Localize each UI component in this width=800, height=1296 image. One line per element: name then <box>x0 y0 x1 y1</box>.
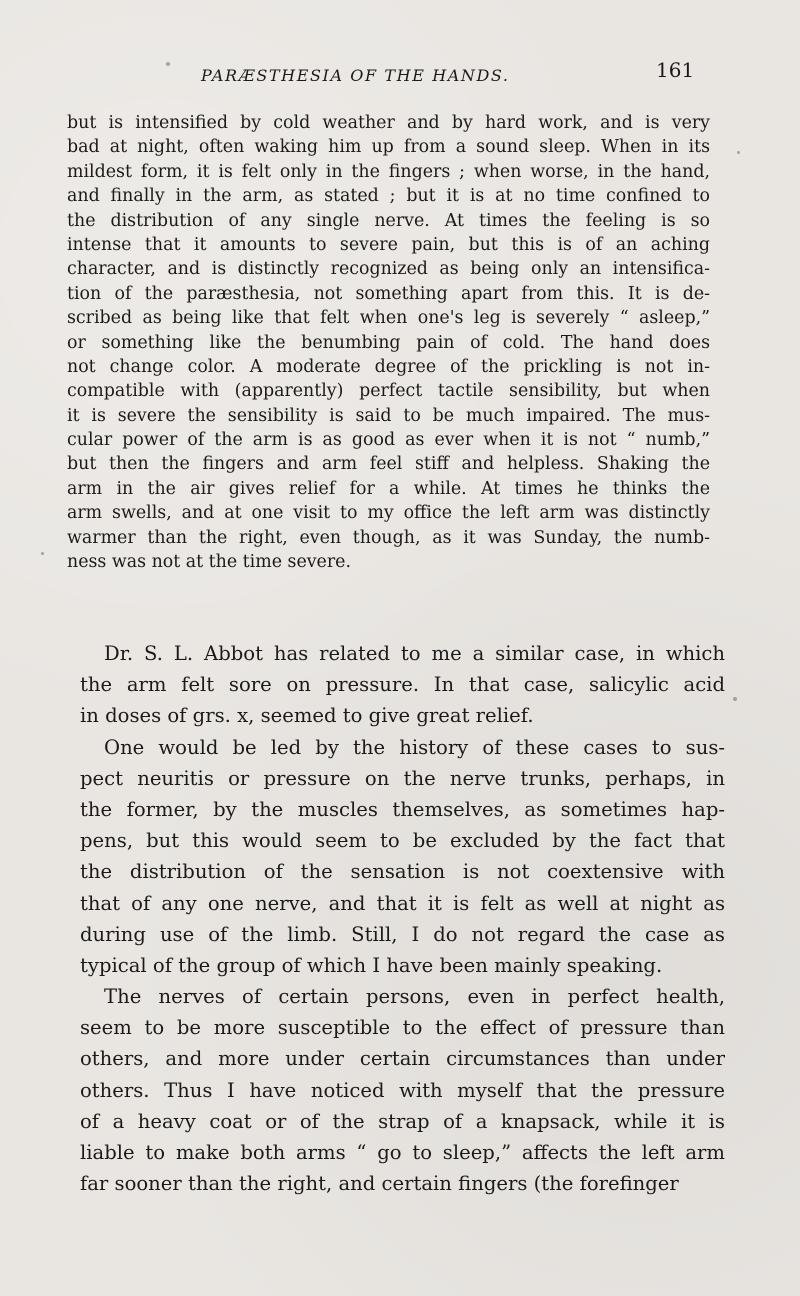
text-line: of a heavy coat or of the strap of a knapsack, while it is <box>80 1109 725 1133</box>
text-line: typical of the group of which I have been mainly speaking. <box>80 953 663 977</box>
ink-speck <box>41 552 44 555</box>
text-line: it is severe the sensibility is said to be much impaired. The mus- <box>67 405 710 426</box>
text-line: the distribution of any single nerve. At times the feeling is so <box>67 210 710 231</box>
text-line: but then the fingers and arm feel stiff and helpless. Shaking the <box>67 454 710 475</box>
page-number: 161 <box>656 58 695 82</box>
text-line: arm swells, and at one visit to my office the left arm was distinctly <box>67 503 710 524</box>
text-line: seem to be more susceptible to the effect of pressure than <box>80 1016 725 1040</box>
case-history-text <box>67 111 710 621</box>
text-line: that of any one nerve, and that it is felt as well at night as <box>80 891 725 915</box>
text-line: in doses of grs. x, seemed to give great relief. <box>80 704 534 728</box>
text-line: liable to make both arms “ go to sleep,” affects the left arm <box>80 1141 725 1164</box>
text-line: the former, by the muscles themselves, as sometimes hap- <box>80 797 725 821</box>
text-line: others, and more under certain circumstances than under <box>80 1047 725 1071</box>
text-line: but is intensified by cold weather and by hard work, and is very <box>67 113 710 133</box>
running-head: PARÆSTHESIA OF THE HANDS. <box>201 66 510 85</box>
ink-speck <box>737 151 740 154</box>
paragraph-first-line: One would be led by the history of these cases to sus- <box>104 735 725 759</box>
text-line: pens, but this would seem to be excluded by the fact that <box>80 829 725 853</box>
text-line: far sooner than the right, and certain fingers (the forefinger <box>80 1172 679 1196</box>
text-line: bad at night, often waking him up from a sound sleep. When in its <box>67 137 710 158</box>
text-line: ness was not at the time severe. <box>67 552 351 573</box>
page-header <box>0 58 800 98</box>
text-line: cular power of the arm is as good as ever when it is not “ numb,” <box>67 430 710 451</box>
discussion-text <box>80 638 725 1228</box>
paragraph-first-line: The nerves of certain persons, even in perfect health, <box>104 985 725 1009</box>
ink-speck <box>733 697 737 701</box>
paragraph-first-line: Dr. S. L. Abbot has related to me a similar case, in which <box>104 642 725 665</box>
text-line: the arm felt sore on pressure. In that case, salicylic acid <box>80 673 725 697</box>
text-line: or something like the benumbing pain of cold. The hand does <box>67 332 710 353</box>
text-line: pect neuritis or pressure on the nerve trunks, perhaps, in <box>80 766 725 790</box>
text-line: the distribution of the sensation is not coextensive with <box>80 860 725 884</box>
text-line: character, and is distinctly recognized as being only an intensifica- <box>67 259 710 280</box>
text-line: warmer than the right, even though, as it was Sunday, the numb- <box>67 527 710 548</box>
text-line: others. Thus I have noticed with myself that the pressure <box>80 1078 725 1102</box>
text-line: and finally in the arm, as stated ; but it is at no time confined to <box>67 186 710 207</box>
text-line: not change color. A moderate degree of the prickling is not in- <box>67 356 710 377</box>
text-line: mildest form, it is felt only in the fingers ; when worse, in the hand, <box>67 161 710 182</box>
text-line: intense that it amounts to severe pain, but this is of an aching <box>67 234 710 255</box>
text-line: during use of the limb. Still, I do not regard the case as <box>80 922 725 946</box>
text-line: scribed as being like that felt when one's leg is severely “ asleep,” <box>67 308 710 329</box>
text-line: tion of the paræsthesia, not something apart from this. It is de- <box>67 283 710 304</box>
text-line: compatible with (apparently) perfect tactile sensibility, but when <box>67 381 710 402</box>
text-line: arm in the air gives relief for a while. At times he thinks the <box>67 478 710 499</box>
